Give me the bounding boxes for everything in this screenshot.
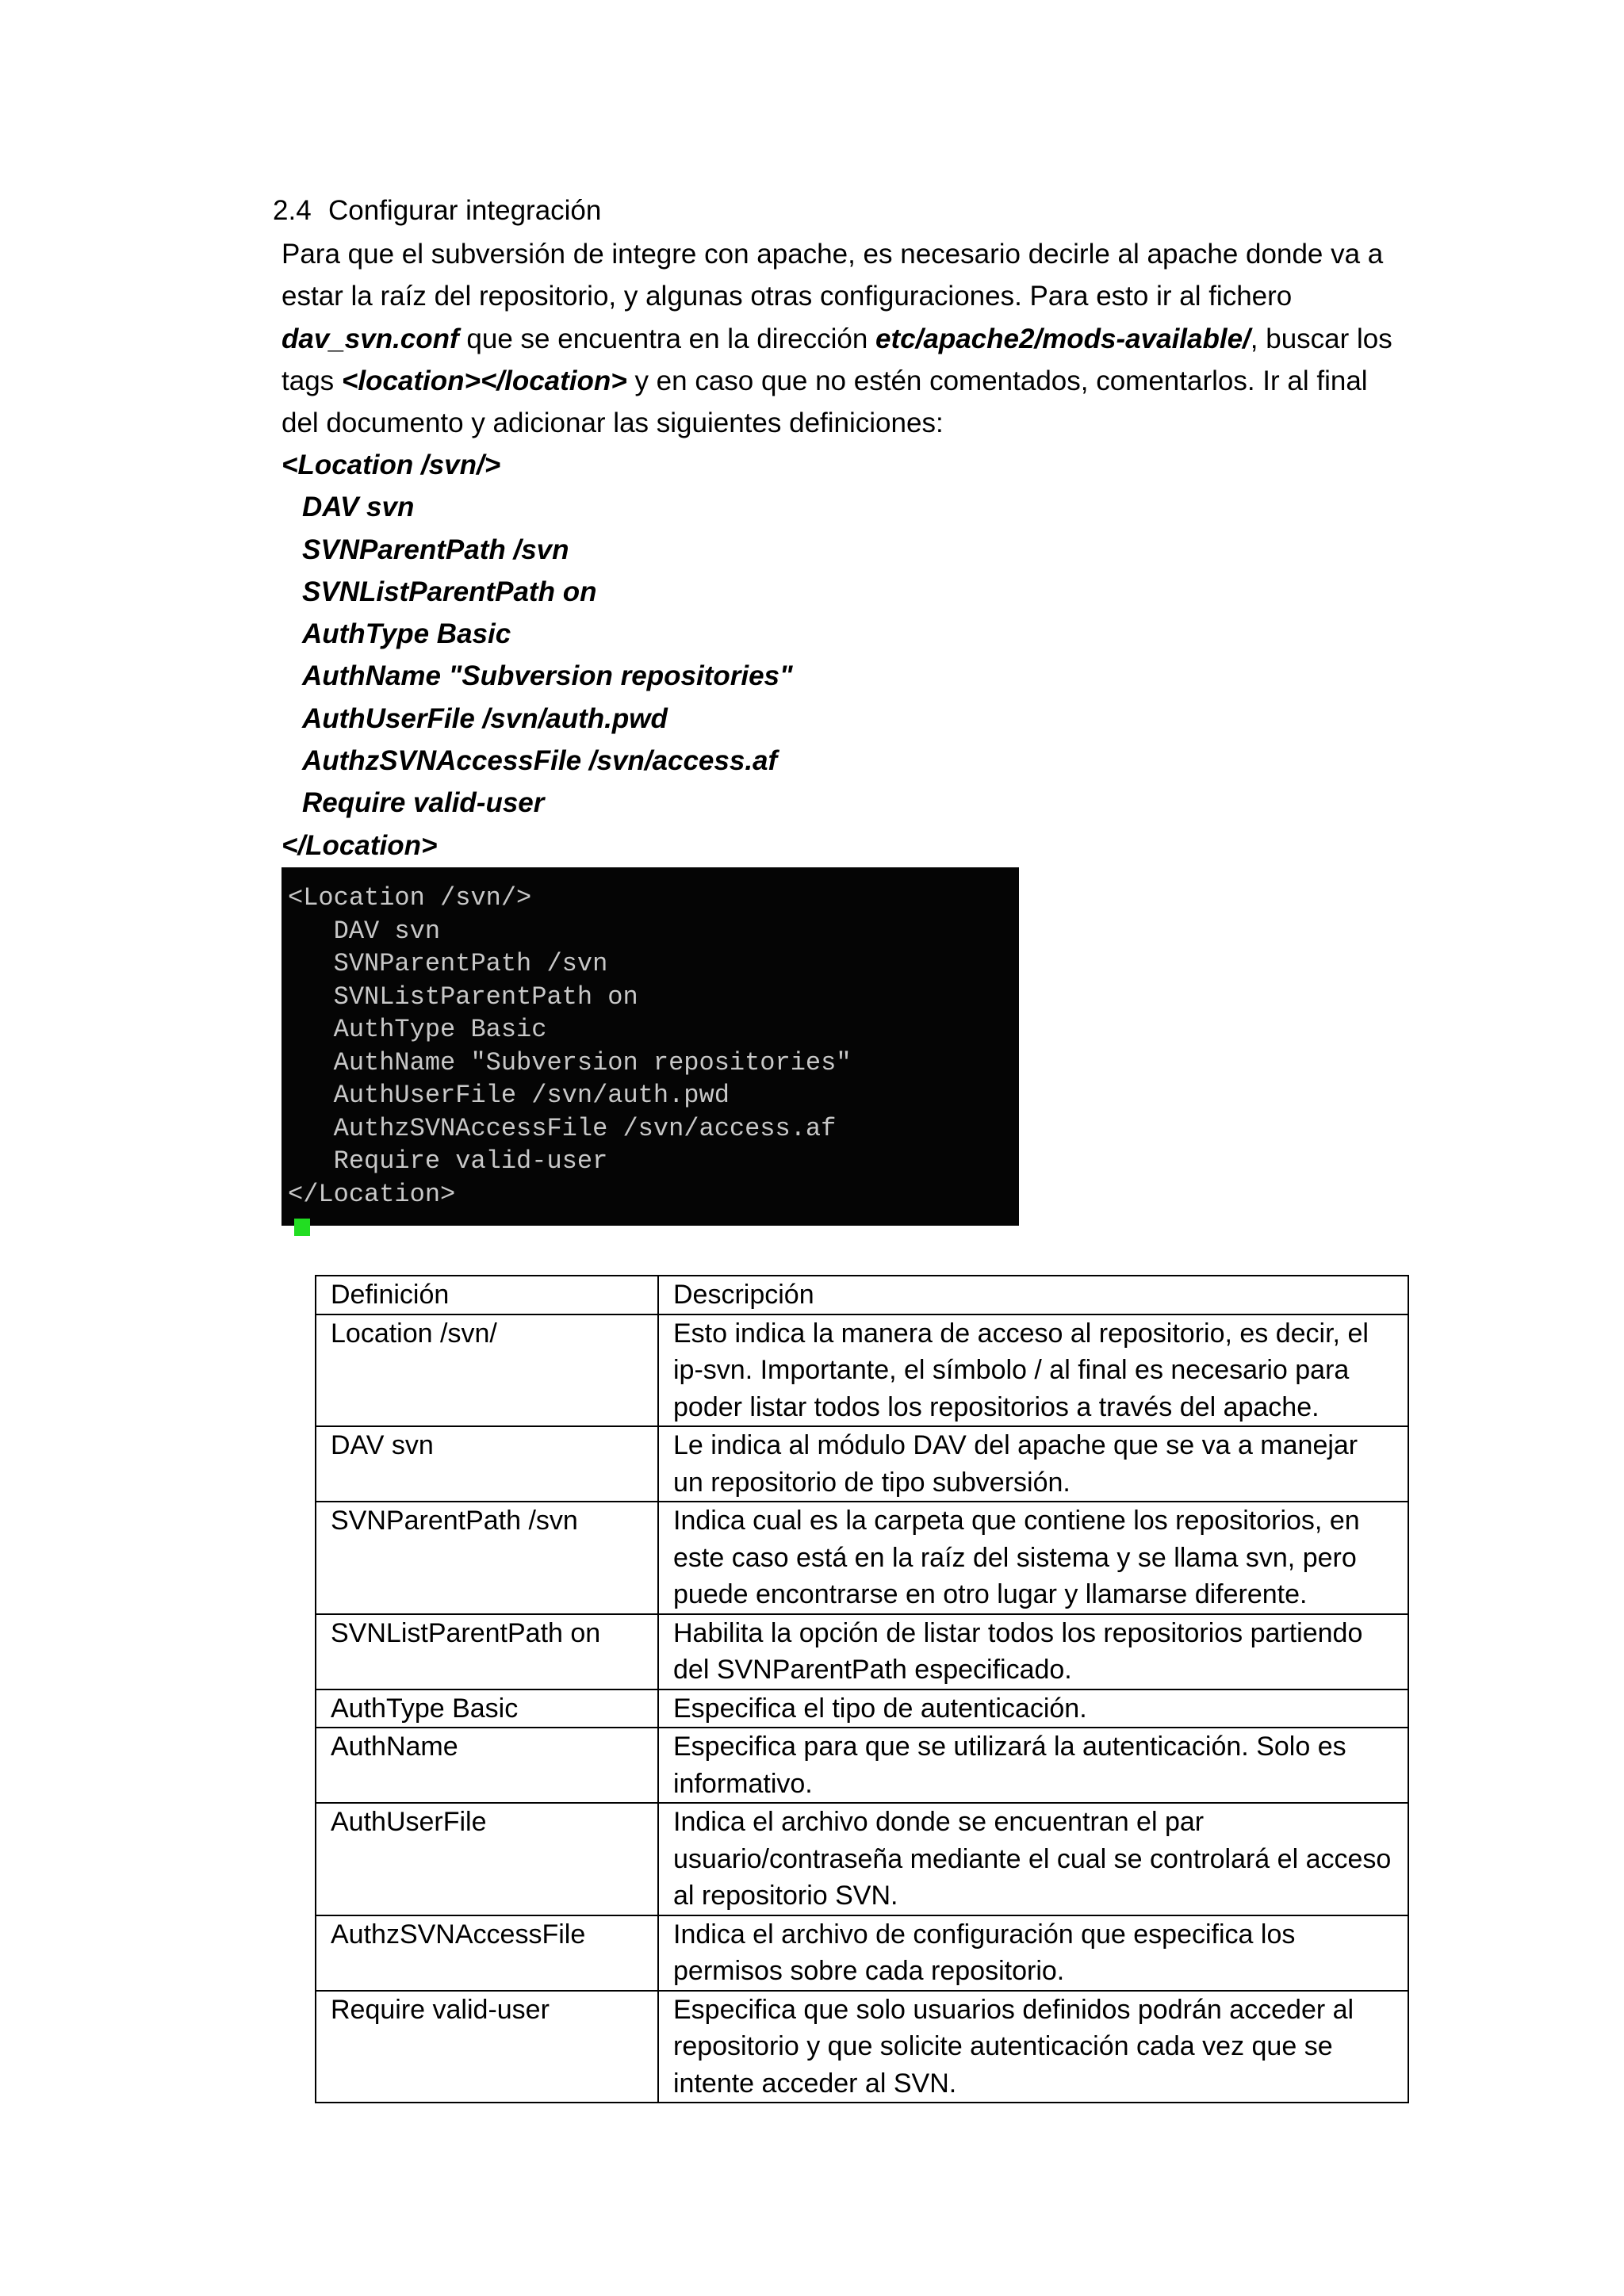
definition-cell: Location /svn/ [316, 1314, 658, 1427]
table-row [316, 1803, 1408, 1915]
code-line: AuthName "Subversion repositories" [302, 660, 793, 692]
terminal-line: AuthType Basic [288, 1015, 547, 1044]
definitions-table [315, 1275, 1409, 2103]
code-line: SVNListParentPath on [302, 576, 597, 607]
description-cell: Esto indica la manera de acceso al repositorio, es decir, el ip-svn. Importante, el símbolo / al final es necesario para poder listar todos los repositorios a través del apache. [658, 1314, 1408, 1427]
terminal-line: </Location> [288, 1179, 456, 1209]
header-definition: Definición [316, 1276, 658, 1314]
table-row [316, 1991, 1408, 2103]
header-description: Descripción [658, 1276, 1408, 1314]
code-line: AuthzSVNAccessFile /svn/access.af [302, 745, 778, 777]
definitions-table-wrapper [315, 1275, 1409, 2103]
terminal-line: DAV svn [288, 916, 441, 946]
terminal-line: Require valid-user [288, 1146, 608, 1176]
definition-cell: DAV svn [316, 1426, 658, 1502]
definition-cell: AuthName [316, 1728, 658, 1803]
section-title: Configurar integración [328, 195, 602, 226]
code-line: <Location /svn/> [282, 450, 501, 480]
code-line: </Location> [282, 829, 438, 861]
table-row [316, 1502, 1408, 1614]
terminal-line: <Location /svn/> [288, 883, 532, 913]
description-cell: Le indica al módulo DAV del apache que se va a manejar un repositorio de tipo subversión. [658, 1426, 1408, 1502]
code-line: DAV svn [302, 492, 415, 523]
definition-cell: AuthzSVNAccessFile [316, 1915, 658, 1991]
table-row [316, 1426, 1408, 1502]
description-cell: Indica el archivo donde se encuentran el par usuario/contraseña mediante el cual se controlará el acceso al repositorio SVN. [658, 1803, 1408, 1915]
terminal-screenshot [282, 867, 1019, 1226]
table-row [316, 1915, 1408, 1991]
terminal-line: SVNListParentPath on [288, 982, 638, 1012]
table-row [316, 1728, 1408, 1803]
table-row [316, 1689, 1408, 1728]
config-definitions [282, 444, 793, 867]
table-row [316, 1314, 1408, 1427]
intro-paragraph [282, 233, 1408, 444]
definition-cell: AuthType Basic [316, 1689, 658, 1728]
para-text-1: Para que el subversión de integre con apache, es necesario decirle al apache donde va a estar la raíz del repositorio, y algunas otras configuraciones. Para esto ir al fichero [282, 239, 1384, 312]
description-cell: Especifica para que se utilizará la autenticación. Solo es informativo. [658, 1728, 1408, 1803]
file-name: dav_svn.conf [282, 323, 459, 354]
definition-cell: SVNListParentPath on [316, 1614, 658, 1689]
terminal-line: AuthzSVNAccessFile /svn/access.af [288, 1113, 837, 1143]
description-cell: Especifica que solo usuarios definidos podrán acceder al repositorio y que solicite autenticación cada vez que se intente acceder al SVN. [658, 1991, 1408, 2103]
para-text-3: , buscar los tags [282, 323, 1392, 396]
terminal-line: AuthName "Subversion repositories" [288, 1047, 852, 1077]
section-heading [273, 190, 601, 232]
definition-cell: Require valid-user [316, 1991, 658, 2103]
table-header-row [316, 1276, 1408, 1314]
code-line: AuthUserFile /svn/auth.pwd [302, 702, 668, 734]
description-cell: Habilita la opción de listar todos los repositorios partiendo del SVNParentPath especificado. [658, 1614, 1408, 1689]
code-line: Require valid-user [302, 787, 545, 819]
para-text-2: que se encuentra en la dirección [458, 323, 876, 354]
table-row [316, 1614, 1408, 1689]
location-tags: <location></location> [341, 365, 627, 396]
code-line: SVNParentPath /svn [302, 534, 569, 565]
description-cell: Indica el archivo de configuración que especifica los permisos sobre cada repositorio. [658, 1915, 1408, 1991]
description-cell: Especifica el tipo de autenticación. [658, 1689, 1408, 1728]
file-path: etc/apache2/mods-available/ [875, 323, 1251, 354]
definition-cell: SVNParentPath /svn [316, 1502, 658, 1614]
section-number: 2.4 [273, 195, 312, 226]
description-cell: Indica cual es la carpeta que contiene los repositorios, en este caso está en la raíz del sistema y se llama svn, pero puede encontrarse en otro lugar y llamarse diferente. [658, 1502, 1408, 1614]
terminal-line: SVNParentPath /svn [288, 949, 608, 978]
terminal-line: AuthUserFile /svn/auth.pwd [288, 1081, 730, 1110]
definition-cell: AuthUserFile [316, 1803, 658, 1915]
terminal-cursor [294, 1219, 310, 1236]
para-text-4: y en caso que no estén comentados, comentarlos. Ir al final del documento y adicionar las siguientes definiciones: [282, 365, 1368, 439]
code-line: AuthType Basic [302, 618, 511, 650]
